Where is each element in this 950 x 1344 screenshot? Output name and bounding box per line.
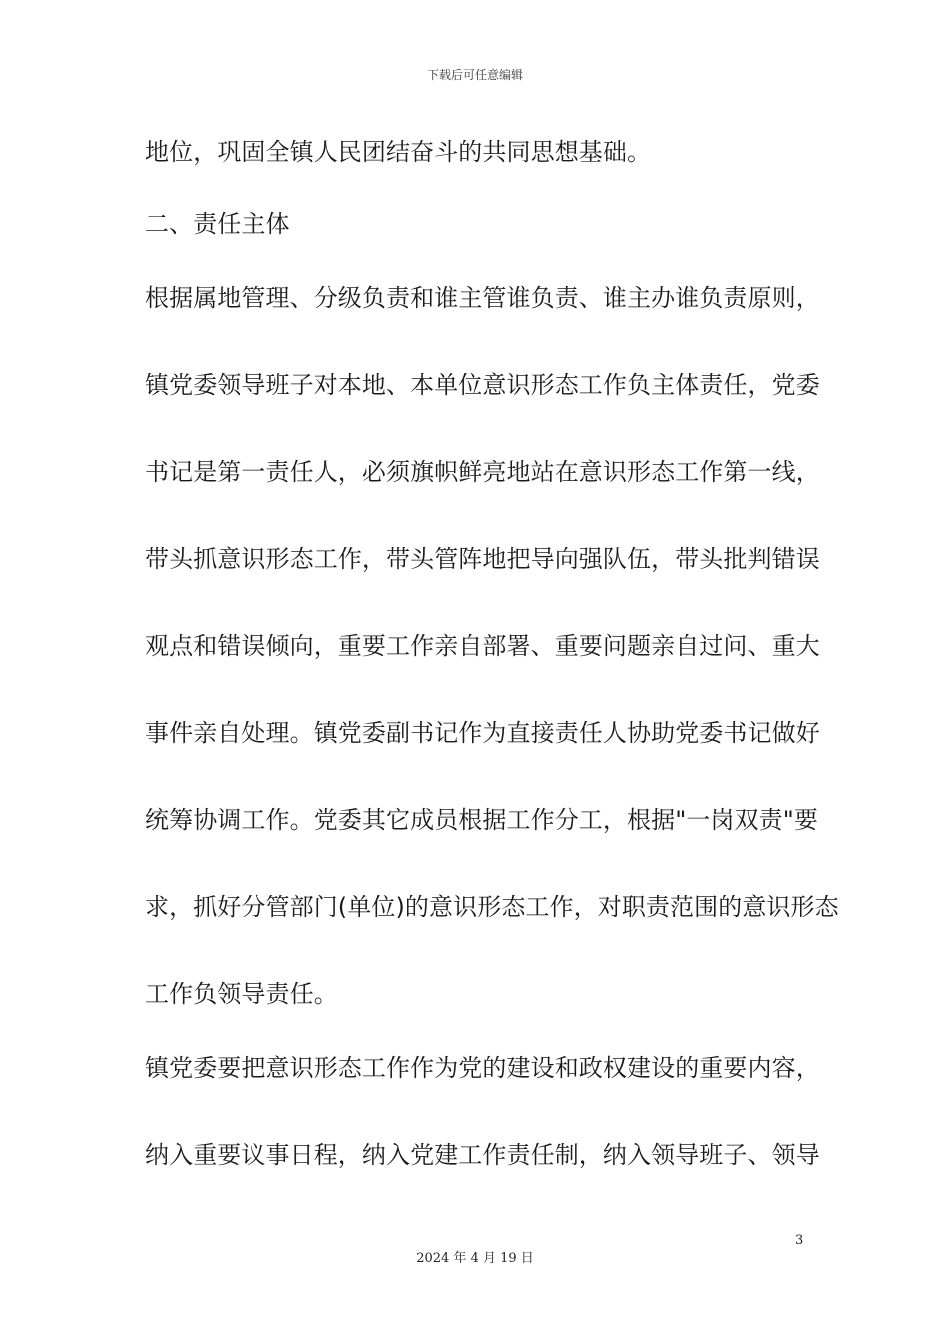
section-heading: 二、责任主体 [145,210,290,238]
body-line: 纳入重要议事日程，纳入党建工作责任制，纳入领导班子、领导 [145,1141,820,1169]
body-line: 镇党委要把意识形态工作作为党的建设和政权建设的重要内容， [145,1054,820,1082]
body-line: 事件亲自处理。镇党委副书记作为直接责任人协助党委书记做好 [145,719,820,747]
body-line: 根据属地管理、分级负责和谁主管谁负责、谁主办谁负责原则， [145,284,820,312]
footer-date: 2024 年 4 月 19 日 [416,1251,534,1266]
body-line: 地位，巩固全镇人民团结奋斗的共同思想基础。 [145,138,652,166]
body-line: 镇党委领导班子对本地、本单位意识形态工作负主体责任，党委 [145,371,820,399]
page-header: 下载后可任意编辑 [426,68,523,82]
body-line: 求，抓好分管部门(单位)的意识形态工作，对职责范围的意识形态 [145,893,839,921]
body-line: 带头抓意识形态工作，带头管阵地把导向强队伍，带头批判错误 [145,545,820,573]
body-line: 统筹协调工作。党委其它成员根据工作分工，根据"一岗双责"要 [145,806,818,834]
body-line: 书记是第一责任人，必须旗帜鲜亮地站在意识形态工作第一线， [145,458,820,486]
body-line: 观点和错误倾向，重要工作亲自部署、重要问题亲自过问、重大 [145,632,820,660]
body-line: 工作负领导责任。 [145,980,338,1008]
page-number: 3 [795,1233,804,1248]
